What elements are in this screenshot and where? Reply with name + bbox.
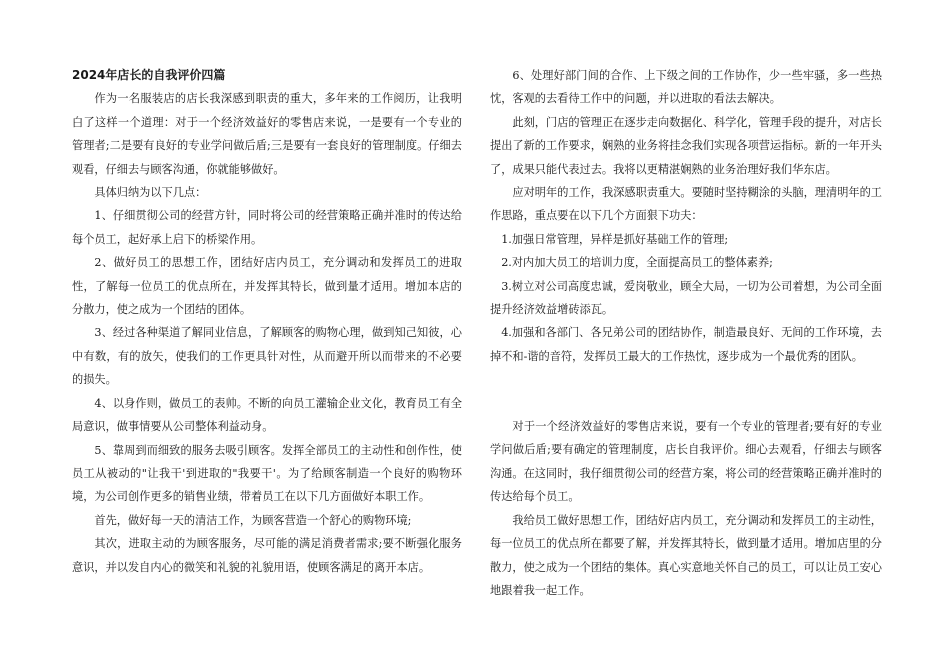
list-item: 4.加强和各部门、各兄弟公司的团结协作，制造最良好、无间的工作环境，去掉不和-谐的音符，发挥员工最大的工作热忱，逐步成为一个最优秀的团队。 — [490, 326, 882, 363]
left-column — [72, 64, 462, 579]
paragraph: 对于一个经济效益好的零售店来说，要有一个专业的管理者;要有好的专业学问做后盾;要有确定的管理制度，店长自我评价。细心去观看，仔细去与顾客沟通。在这同时，我仔细贯彻公司的经营方案，将公司的经营策略正确并准时的传达给每个员工。 — [490, 420, 882, 504]
paragraph: 5、靠周到而细致的服务去吸引顾客。发挥全部员工的主动性和创作性，使员工从被动的"让我干'到进取的"我要干'。为了给顾客制造一个良好的购物环境，为公司创作更多的销售业绩，带着员工在以下几方面做好本职工作。 — [72, 443, 462, 504]
paragraph: 首先，做好每一天的清洁工作，为顾客营造一个舒心的购物环境; — [94, 513, 412, 527]
paragraph: 4、以身作则，做员工的表帅。不断的向员工灌输企业文化，教育员工有全局意识，做事情要从公司整体利益动身。 — [72, 396, 462, 434]
paragraph: 作为一名服装店的店长我深感到职责的重大，多年来的工作阅历，让我明白了这样一个道理：对于一个经济效益好的零售店来说，一是要有一个专业的管理者;二是要有良好的专业学问做后盾;三是要有一套良好的管理制度。仔细去观看，仔细去与顾客沟通，你就能够做好。 — [72, 92, 462, 176]
section-gap — [490, 368, 882, 415]
document-title: 2024年店长的自我评价四篇 — [72, 68, 226, 82]
paragraph: 应对明年的工作，我深感职责重大。要随时坚持糊涂的头脑，理清明年的工作思路，重点要在以下几个方面狠下功夫： — [490, 186, 882, 223]
list-item: 3.树立对公司高度忠诚，爱岗敬业，顾全大局，一切为公司着想，为公司全面提升经济效益增砖添瓦。 — [490, 279, 882, 317]
paragraph: 3、经过各种渠道了解同业信息，了解顾客的购物心理，做到知己知彼，心中有数，有的放矢，使我们的工作更具针对性，从而避开所以而带来的不必要的损失。 — [72, 326, 462, 387]
right-column — [490, 64, 882, 602]
paragraph: 6、处理好部门间的合作、上下级之间的工作协作，少一些牢骚，多一些热忱，客观的去看待工作中的问题，并以进取的看法去解决。 — [490, 69, 882, 106]
paragraph: 此刻，门店的管理正在逐步走向数据化、科学化，管理手段的提升，对店长提出了新的工作要求，娴熟的业务将挂念我们实现各项营运指标。新的一年开头了，成果只能代表过去。我将以更精湛娴熟的业务治理好我们华东店。 — [490, 115, 882, 176]
paragraph: 2、做好员工的思想工作，团结好店内员工，充分调动和发挥员工的进取性，了解每一位员工的优点所在，并发挥其特长，做到量才适用。增加本店的分散力，使之成为一个团结的团体。 — [72, 256, 462, 317]
list-item: 2.对内加大员工的培训力度，全面提高员工的整体素养; — [501, 256, 773, 270]
paragraph: 我给员工做好思想工作，团结好店内员工，充分调动和发挥员工的主动性，每一位员工的优点所在都要了解，并发挥其特长，做到量才适用。增加店里的分散力，使之成为一个团结的集体。真心实意地关怀自己的员工，可以让员工安心地跟着我一起工作。 — [490, 513, 882, 597]
paragraph: 其次，进取主动的为顾客服务，尽可能的满足消费者需求;要不断强化服务意识，并以发自内心的微笑和礼貌的礼貌用语，使顾客满足的离开本店。 — [72, 537, 462, 574]
paragraph: 1、仔细贯彻公司的经营方针，同时将公司的经营策略正确并准时的传达给每个员工，起好承上启下的桥梁作用。 — [72, 209, 462, 246]
paragraph: 具体归纳为以下几点： — [94, 186, 207, 200]
list-item: 1.加强日常管理，异样是抓好基础工作的管理; — [501, 232, 729, 246]
